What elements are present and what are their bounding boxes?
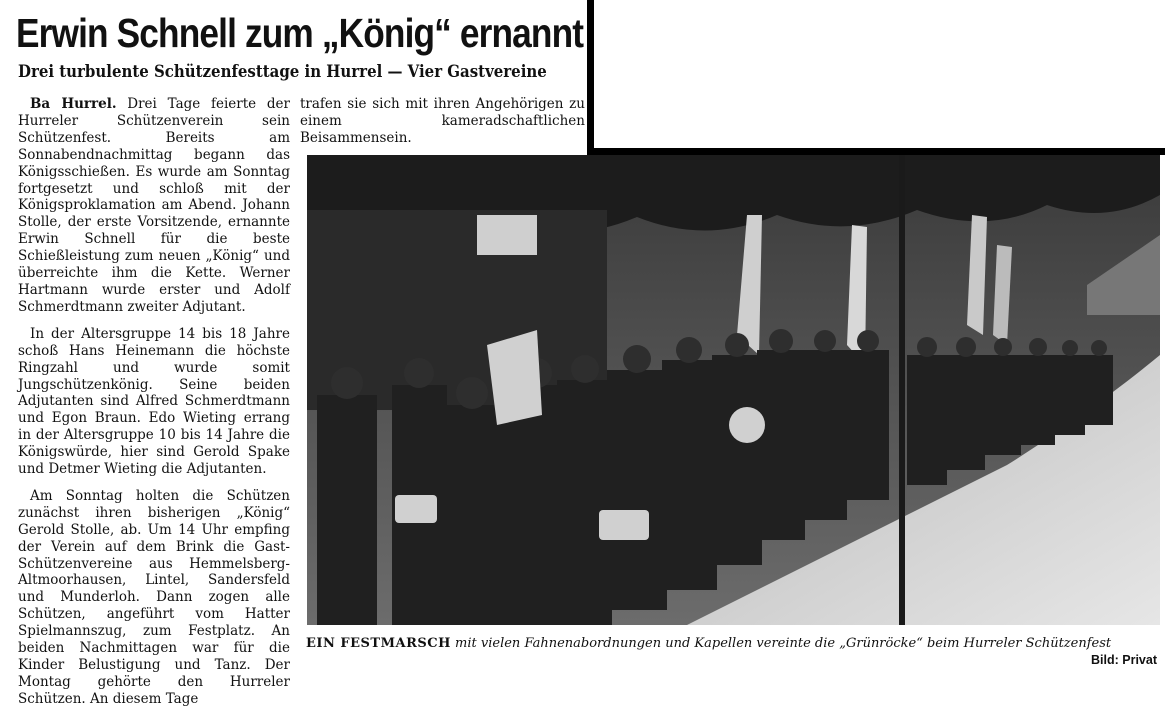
article-column-1 (18, 96, 290, 718)
photo-caption (306, 636, 1161, 652)
festmarsch-photo (307, 155, 1160, 625)
border-rule-horizontal (587, 148, 1165, 155)
dateline: Ba Hurrel. (30, 96, 117, 112)
article-column-2 (300, 96, 585, 157)
article-paragraph-2: In der Altersgruppe 14 bis 18 Jahre schoß Hans Heinemann die höchste Ringzahl und wurde somit Jungschützenkönig. Seine beiden Adjutanten sind Alfred Schmerdtmann und Egon Braun. Edo Wieting errang in der Altersgruppe 10 bis 14 Jahre die Königswürde, hier sind Gerold Spake und Detmer Wieting die Adjutanten. (18, 325, 290, 478)
photo-credit: Bild: Privat (1091, 653, 1157, 667)
headline: Erwin Schnell zum „König“ ernannt (16, 10, 584, 56)
photo-illustration (307, 155, 1160, 625)
paragraph-1-text: Drei Tage feierte der Hurreler Schützenverein sein Schützenfest. Bereits am Sonnabendnachmittag begann das Königsschießen. Es wurde am Sonntag fortgesetzt und schloß mit der Königsproklamation am Abend. Johann Stolle, der erste Vorsitzende, ernannte Erwin Schnell für die beste Schießleistung zum neuen „König“ und überreichte ihm die Kette. Werner Hartmann wurde erster und Adolf Schmerdtmann zweiter Adjutant. (18, 96, 290, 315)
border-rule-vertical (587, 0, 594, 150)
caption-lead: EIN FESTMARSCH (306, 636, 451, 651)
caption-text: mit vielen Fahnenabordnungen und Kapellen vereinte die „Grünröcke“ beim Hurreler Schützenfest (455, 636, 1112, 651)
subheadline: Drei turbulente Schützenfesttage in Hurrel — Vier Gastvereine (18, 62, 547, 82)
article-paragraph-1 (18, 96, 290, 316)
article-paragraph-3: Am Sonntag holten die Schützen zunächst ihren bisherigen „König“ Gerold Stolle, ab. Um 14 Uhr empfing der Verein auf dem Brink die Gast-Schützenvereine aus Hemmelsberg-Altmoorhausen, Lintel, Sandersfeld und Munderloh. Dann zogen alle Schützen, angeführt vom Hatter Spielmannszug, zum Festplatz. An beiden Nachmittagen war für die Kinder Belustigung und Tanz. Der Montag gehörte den Hurreler Schützen. An diesem Tage (18, 487, 290, 707)
article-paragraph-4: trafen sie sich mit ihren Angehörigen zu einem kameradschaftlichen Beisammensein. (300, 96, 585, 146)
